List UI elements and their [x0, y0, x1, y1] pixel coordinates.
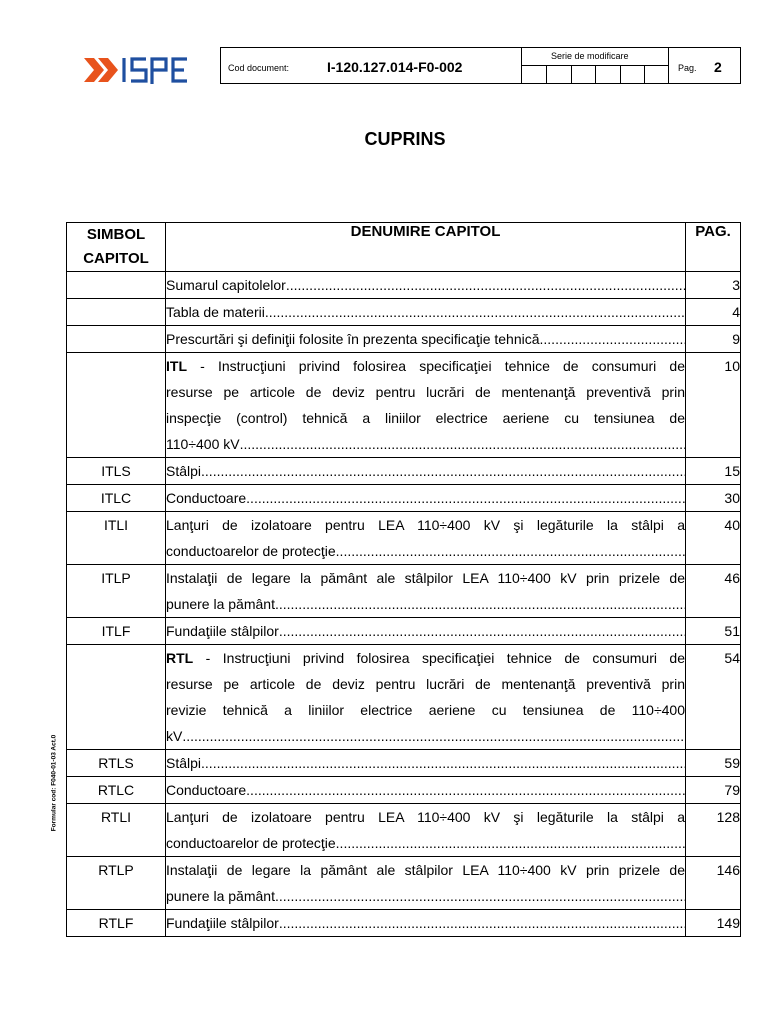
title-line: resurse pe articole de deviz pentru lucrări de mentenanţă preventivă prin	[166, 676, 685, 692]
row-page: 149	[686, 910, 741, 937]
row-symbol	[67, 299, 166, 326]
row-page: 9	[686, 326, 741, 353]
table-row	[67, 485, 741, 512]
title-line: Conductoare	[166, 490, 247, 506]
dot-leader	[182, 723, 685, 749]
table-row	[67, 326, 741, 353]
title-line: revizie tehnică a liniilor electrice aeriene cu tensiunea de 110÷400	[166, 702, 685, 718]
title-line: Fundaţiile stâlpilor	[166, 915, 279, 931]
table-row	[67, 777, 741, 804]
dot-leader	[336, 830, 685, 856]
table-row	[67, 857, 741, 910]
dot-leader	[540, 326, 685, 352]
row-title	[166, 512, 686, 565]
row-symbol: RTLS	[67, 750, 166, 777]
row-title	[166, 645, 686, 750]
dot-leader	[265, 299, 685, 325]
table-row	[67, 910, 741, 937]
header-simbol-capitol: SIMBOL CAPITOL	[67, 223, 166, 272]
title-line: conductoarelor de protecţie	[166, 543, 336, 559]
table-header-row	[67, 223, 741, 272]
side-form-code	[47, 733, 61, 833]
title-line: Tabla de materii	[166, 304, 265, 320]
title-line: punere la pământ	[166, 596, 275, 612]
row-symbol: ITLP	[67, 565, 166, 618]
dot-leader	[279, 618, 685, 644]
row-page: 128	[686, 804, 741, 857]
dot-leader	[286, 272, 685, 298]
table-row	[67, 272, 741, 299]
title-line: Stâlpi	[166, 755, 202, 771]
table-row	[67, 618, 741, 645]
row-title	[166, 618, 686, 645]
title-line: resurse pe articole de deviz pentru lucrări de mentenanţă preventivă prin	[166, 384, 685, 400]
title-line: Lanţuri de izolatoare pentru LEA 110÷400 kV şi legăturile la stâlpi a	[166, 809, 685, 825]
row-title	[166, 777, 686, 804]
row-page: 59	[686, 750, 741, 777]
serie-modificare-label: Serie de modificare	[551, 51, 629, 61]
row-symbol	[67, 353, 166, 458]
title-line: Sumarul capitolelor	[166, 277, 286, 293]
title-line: Instalaţii de legare la pământ ale stâlpilor LEA 110÷400 kV prin prizele de	[166, 570, 685, 586]
row-symbol: RTLI	[67, 804, 166, 857]
row-page: 3	[686, 272, 741, 299]
title-line: Stâlpi	[166, 463, 202, 479]
row-title	[166, 804, 686, 857]
row-symbol: ITLI	[67, 512, 166, 565]
row-title	[166, 326, 686, 353]
row-title	[166, 353, 686, 458]
title-line: punere la pământ	[166, 888, 275, 904]
table-row	[67, 645, 741, 750]
header-denumire-capitol: DENUMIRE CAPITOL	[166, 223, 686, 272]
dot-leader	[279, 910, 685, 936]
contents-table	[66, 222, 741, 937]
table-row	[67, 512, 741, 565]
row-title	[166, 565, 686, 618]
row-title	[166, 910, 686, 937]
row-title	[166, 485, 686, 512]
dot-leader	[275, 591, 685, 617]
row-symbol	[67, 272, 166, 299]
dot-leader	[201, 458, 685, 484]
row-page: 79	[686, 777, 741, 804]
row-symbol: ITLC	[67, 485, 166, 512]
row-symbol: ITLS	[67, 458, 166, 485]
title-line: Lanţuri de izolatoare pentru LEA 110÷400 kV şi legăturile la stâlpi a	[166, 517, 685, 533]
row-page: 10	[686, 353, 741, 458]
row-page: 46	[686, 565, 741, 618]
row-title	[166, 299, 686, 326]
row-title	[166, 272, 686, 299]
title-line: Fundaţiile stâlpilor	[166, 623, 279, 639]
title-line: inspecţie (control) tehnică a liniilor electrice aeriene cu tensiunea de	[166, 410, 685, 426]
ispe-wordmark	[124, 58, 187, 84]
row-symbol: RTLC	[67, 777, 166, 804]
dot-leader	[201, 750, 685, 776]
document-header	[220, 47, 741, 84]
chapter-code: RTL	[166, 650, 194, 666]
side-form-code-text: Formular cod: F040-01-03 Act.0	[50, 734, 58, 832]
dot-leader	[275, 883, 685, 909]
table-row	[67, 353, 741, 458]
chevron-icon	[84, 58, 118, 82]
title-line: Prescurtări şi definiţii folosite în prezenta specificaţie tehnică	[166, 331, 540, 347]
title-line: conductoarelor de protecţie	[166, 835, 336, 851]
title-line: - Instrucţiuni privind folosirea specificaţiei tehnice de consumuri de	[187, 358, 685, 374]
table-row	[67, 299, 741, 326]
title-line: Instalaţii de legare la pământ ale stâlpilor LEA 110÷400 kV prin prizele de	[166, 862, 685, 878]
header-pag: PAG.	[686, 223, 741, 272]
row-page: 15	[686, 458, 741, 485]
title-line: 110÷400 kV	[166, 436, 240, 452]
dot-leader	[336, 538, 685, 564]
row-symbol	[67, 645, 166, 750]
contents-body	[67, 272, 741, 937]
table-row	[67, 750, 741, 777]
title-line: kV	[166, 728, 183, 744]
cod-document-label: Cod document:	[228, 63, 290, 73]
row-page: 54	[686, 645, 741, 750]
row-page: 51	[686, 618, 741, 645]
chapter-code: ITL	[166, 358, 187, 374]
row-page: 4	[686, 299, 741, 326]
row-symbol: ITLF	[67, 618, 166, 645]
row-symbol: RTLF	[67, 910, 166, 937]
row-page: 146	[686, 857, 741, 910]
page-title: CUPRINS	[364, 129, 446, 149]
row-symbol: RTLP	[67, 857, 166, 910]
row-title	[166, 750, 686, 777]
dot-leader	[246, 777, 685, 803]
row-title	[166, 857, 686, 910]
dot-leader	[246, 485, 685, 511]
row-symbol	[67, 326, 166, 353]
row-title	[166, 458, 686, 485]
title-line: Conductoare	[166, 782, 247, 798]
dot-leader	[240, 431, 685, 457]
row-page: 40	[686, 512, 741, 565]
cod-document-value: I-120.127.014-F0-002	[327, 59, 463, 75]
page-label: Pag.	[678, 63, 697, 73]
page-number: 2	[714, 59, 722, 75]
table-row	[67, 804, 741, 857]
title-line: - Instrucţiuni privind folosirea specificaţiei tehnice de consumuri de	[193, 650, 685, 666]
ispe-logo	[82, 50, 194, 90]
table-row	[67, 458, 741, 485]
row-page: 30	[686, 485, 741, 512]
table-row	[67, 565, 741, 618]
